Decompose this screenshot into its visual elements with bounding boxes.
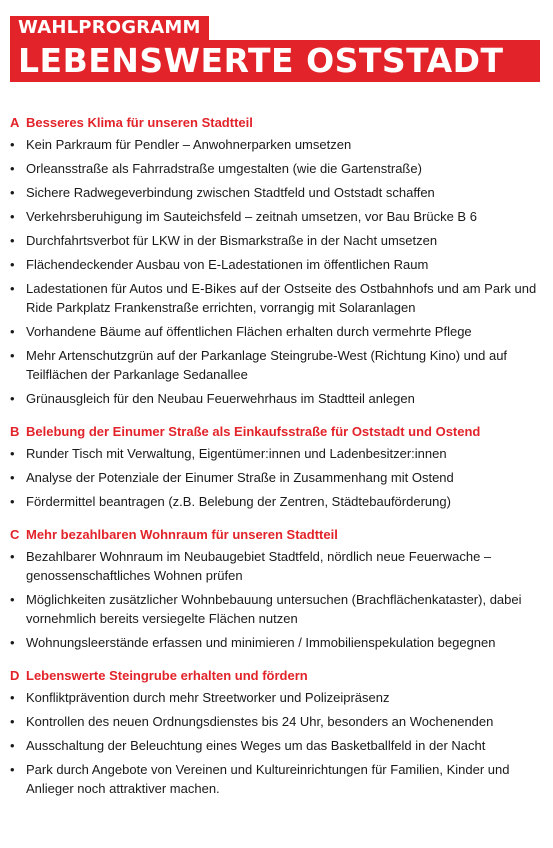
section-title: Lebenswerte Steingrube erhalten und fördern xyxy=(26,668,308,683)
list-item-text: Wohnungsleerstände erfassen und minimieren / Immobilienspekulation begegnen xyxy=(26,635,496,650)
list-item-text: Park durch Angebote von Vereinen und Kultureinrichtungen für Familien, Kinder und Anlieger noch attraktiver machen. xyxy=(26,762,510,796)
list-item xyxy=(10,492,545,511)
list-item xyxy=(10,135,545,154)
list-item xyxy=(10,183,545,202)
list-item-text: Grünausgleich für den Neubau Feuerwehrhaus im Stadtteil anlegen xyxy=(26,391,415,406)
bullet-icon: • xyxy=(10,257,15,272)
list-item xyxy=(10,279,545,317)
list-item xyxy=(10,712,545,731)
section-title: Besseres Klima für unseren Stadtteil xyxy=(26,115,253,130)
list-item xyxy=(10,688,545,707)
program-content xyxy=(10,113,545,812)
section-b xyxy=(10,422,545,511)
list-item-text: Konfliktprävention durch mehr Streetworker und Polizeipräsenz xyxy=(26,690,390,705)
bullet-icon: • xyxy=(10,446,15,461)
page-title: LEBENSWERTE OSTSTADT xyxy=(10,40,540,82)
list-item xyxy=(10,633,545,652)
bullet-icon: • xyxy=(10,185,15,200)
section-letter: C xyxy=(10,527,20,542)
bullet-icon: • xyxy=(10,714,15,729)
list-item-text: Flächendeckender Ausbau von E-Ladestationen im öffentlichen Raum xyxy=(26,257,429,272)
bullet-icon: • xyxy=(10,470,15,485)
list-item xyxy=(10,255,545,274)
bullet-icon: • xyxy=(10,161,15,176)
list-item xyxy=(10,389,545,408)
list-item xyxy=(10,346,545,384)
list-item xyxy=(10,444,545,463)
bullet-icon: • xyxy=(10,762,15,777)
list-item-text: Mehr Artenschutzgrün auf der Parkanlage Steingrube-West (Richtung Kino) und auf Teilflächen der Parkanlage Sedanallee xyxy=(26,348,508,382)
bullet-icon: • xyxy=(10,592,15,607)
header-kicker: WAHLPROGRAMM xyxy=(10,16,209,40)
list-item-text: Sichere Radwegeverbindung zwischen Stadtfeld und Oststadt schaffen xyxy=(26,185,435,200)
list-item-text: Möglichkeiten zusätzlicher Wohnbebauung untersuchen (Brachflächenkataster), dabei vornehmlich bereits versiegelte Flächen nutzen xyxy=(26,592,522,626)
list-item xyxy=(10,231,545,250)
list-item xyxy=(10,760,545,798)
list-item-text: Ausschaltung der Beleuchtung eines Weges um das Basketballfeld in der Nacht xyxy=(26,738,486,753)
section-heading xyxy=(10,422,545,441)
bullet-icon: • xyxy=(10,209,15,224)
section-c xyxy=(10,525,545,652)
bullet-icon: • xyxy=(10,281,15,296)
list-item-text: Fördermittel beantragen (z.B. Belebung der Zentren, Städtebauförderung) xyxy=(26,494,451,509)
bullet-icon: • xyxy=(10,635,15,650)
bullet-icon: • xyxy=(10,391,15,406)
list-item xyxy=(10,322,545,341)
section-heading xyxy=(10,525,545,544)
bullet-icon: • xyxy=(10,137,15,152)
bullet-icon: • xyxy=(10,494,15,509)
item-list xyxy=(10,547,545,652)
bullet-icon: • xyxy=(10,233,15,248)
section-letter: B xyxy=(10,424,20,439)
section-letter: D xyxy=(10,668,20,683)
list-item xyxy=(10,547,545,585)
list-item xyxy=(10,590,545,628)
bullet-icon: • xyxy=(10,738,15,753)
list-item xyxy=(10,736,545,755)
section-title: Belebung der Einumer Straße als Einkaufsstraße für Oststadt und Ostend xyxy=(26,424,481,439)
section-heading xyxy=(10,113,545,132)
list-item-text: Orleansstraße als Fahrradstraße umgestalten (wie die Gartenstraße) xyxy=(26,161,422,176)
section-a xyxy=(10,113,545,408)
list-item-text: Kein Parkraum für Pendler – Anwohnerparken umsetzen xyxy=(26,137,352,152)
bullet-icon: • xyxy=(10,348,15,363)
section-d xyxy=(10,666,545,798)
list-item xyxy=(10,207,545,226)
item-list xyxy=(10,135,545,408)
bullet-icon: • xyxy=(10,549,15,564)
list-item xyxy=(10,468,545,487)
item-list xyxy=(10,444,545,511)
list-item-text: Ladestationen für Autos und E-Bikes auf der Ostseite des Ostbahnhofs und am Park und Ride Parkplatz Frankenstraße errichten, vorrangig mit Solaranlagen xyxy=(26,281,537,315)
list-item xyxy=(10,159,545,178)
list-item-text: Vorhandene Bäume auf öffentlichen Flächen erhalten durch vermehrte Pflege xyxy=(26,324,472,339)
section-title: Mehr bezahlbaren Wohnraum für unseren Stadtteil xyxy=(26,527,338,542)
list-item-text: Runder Tisch mit Verwaltung, Eigentümer:innen und Ladenbesitzer:innen xyxy=(26,446,447,461)
bullet-icon: • xyxy=(10,690,15,705)
section-letter: A xyxy=(10,115,20,130)
list-item-text: Verkehrsberuhigung im Sauteichsfeld – zeitnah umsetzen, vor Bau Brücke B 6 xyxy=(26,209,477,224)
list-item-text: Bezahlbarer Wohnraum im Neubaugebiet Stadtfeld, nördlich neue Feuerwache – genossenschaftliches Wohnen prüfen xyxy=(26,549,492,583)
bullet-icon: • xyxy=(10,324,15,339)
item-list xyxy=(10,688,545,798)
list-item-text: Durchfahrtsverbot für LKW in der Bismarkstraße in der Nacht umsetzen xyxy=(26,233,438,248)
list-item-text: Kontrollen des neuen Ordnungsdienstes bis 24 Uhr, besonders an Wochenenden xyxy=(26,714,494,729)
section-heading xyxy=(10,666,545,685)
list-item-text: Analyse der Potenziale der Einumer Straße in Zusammenhang mit Ostend xyxy=(26,470,454,485)
